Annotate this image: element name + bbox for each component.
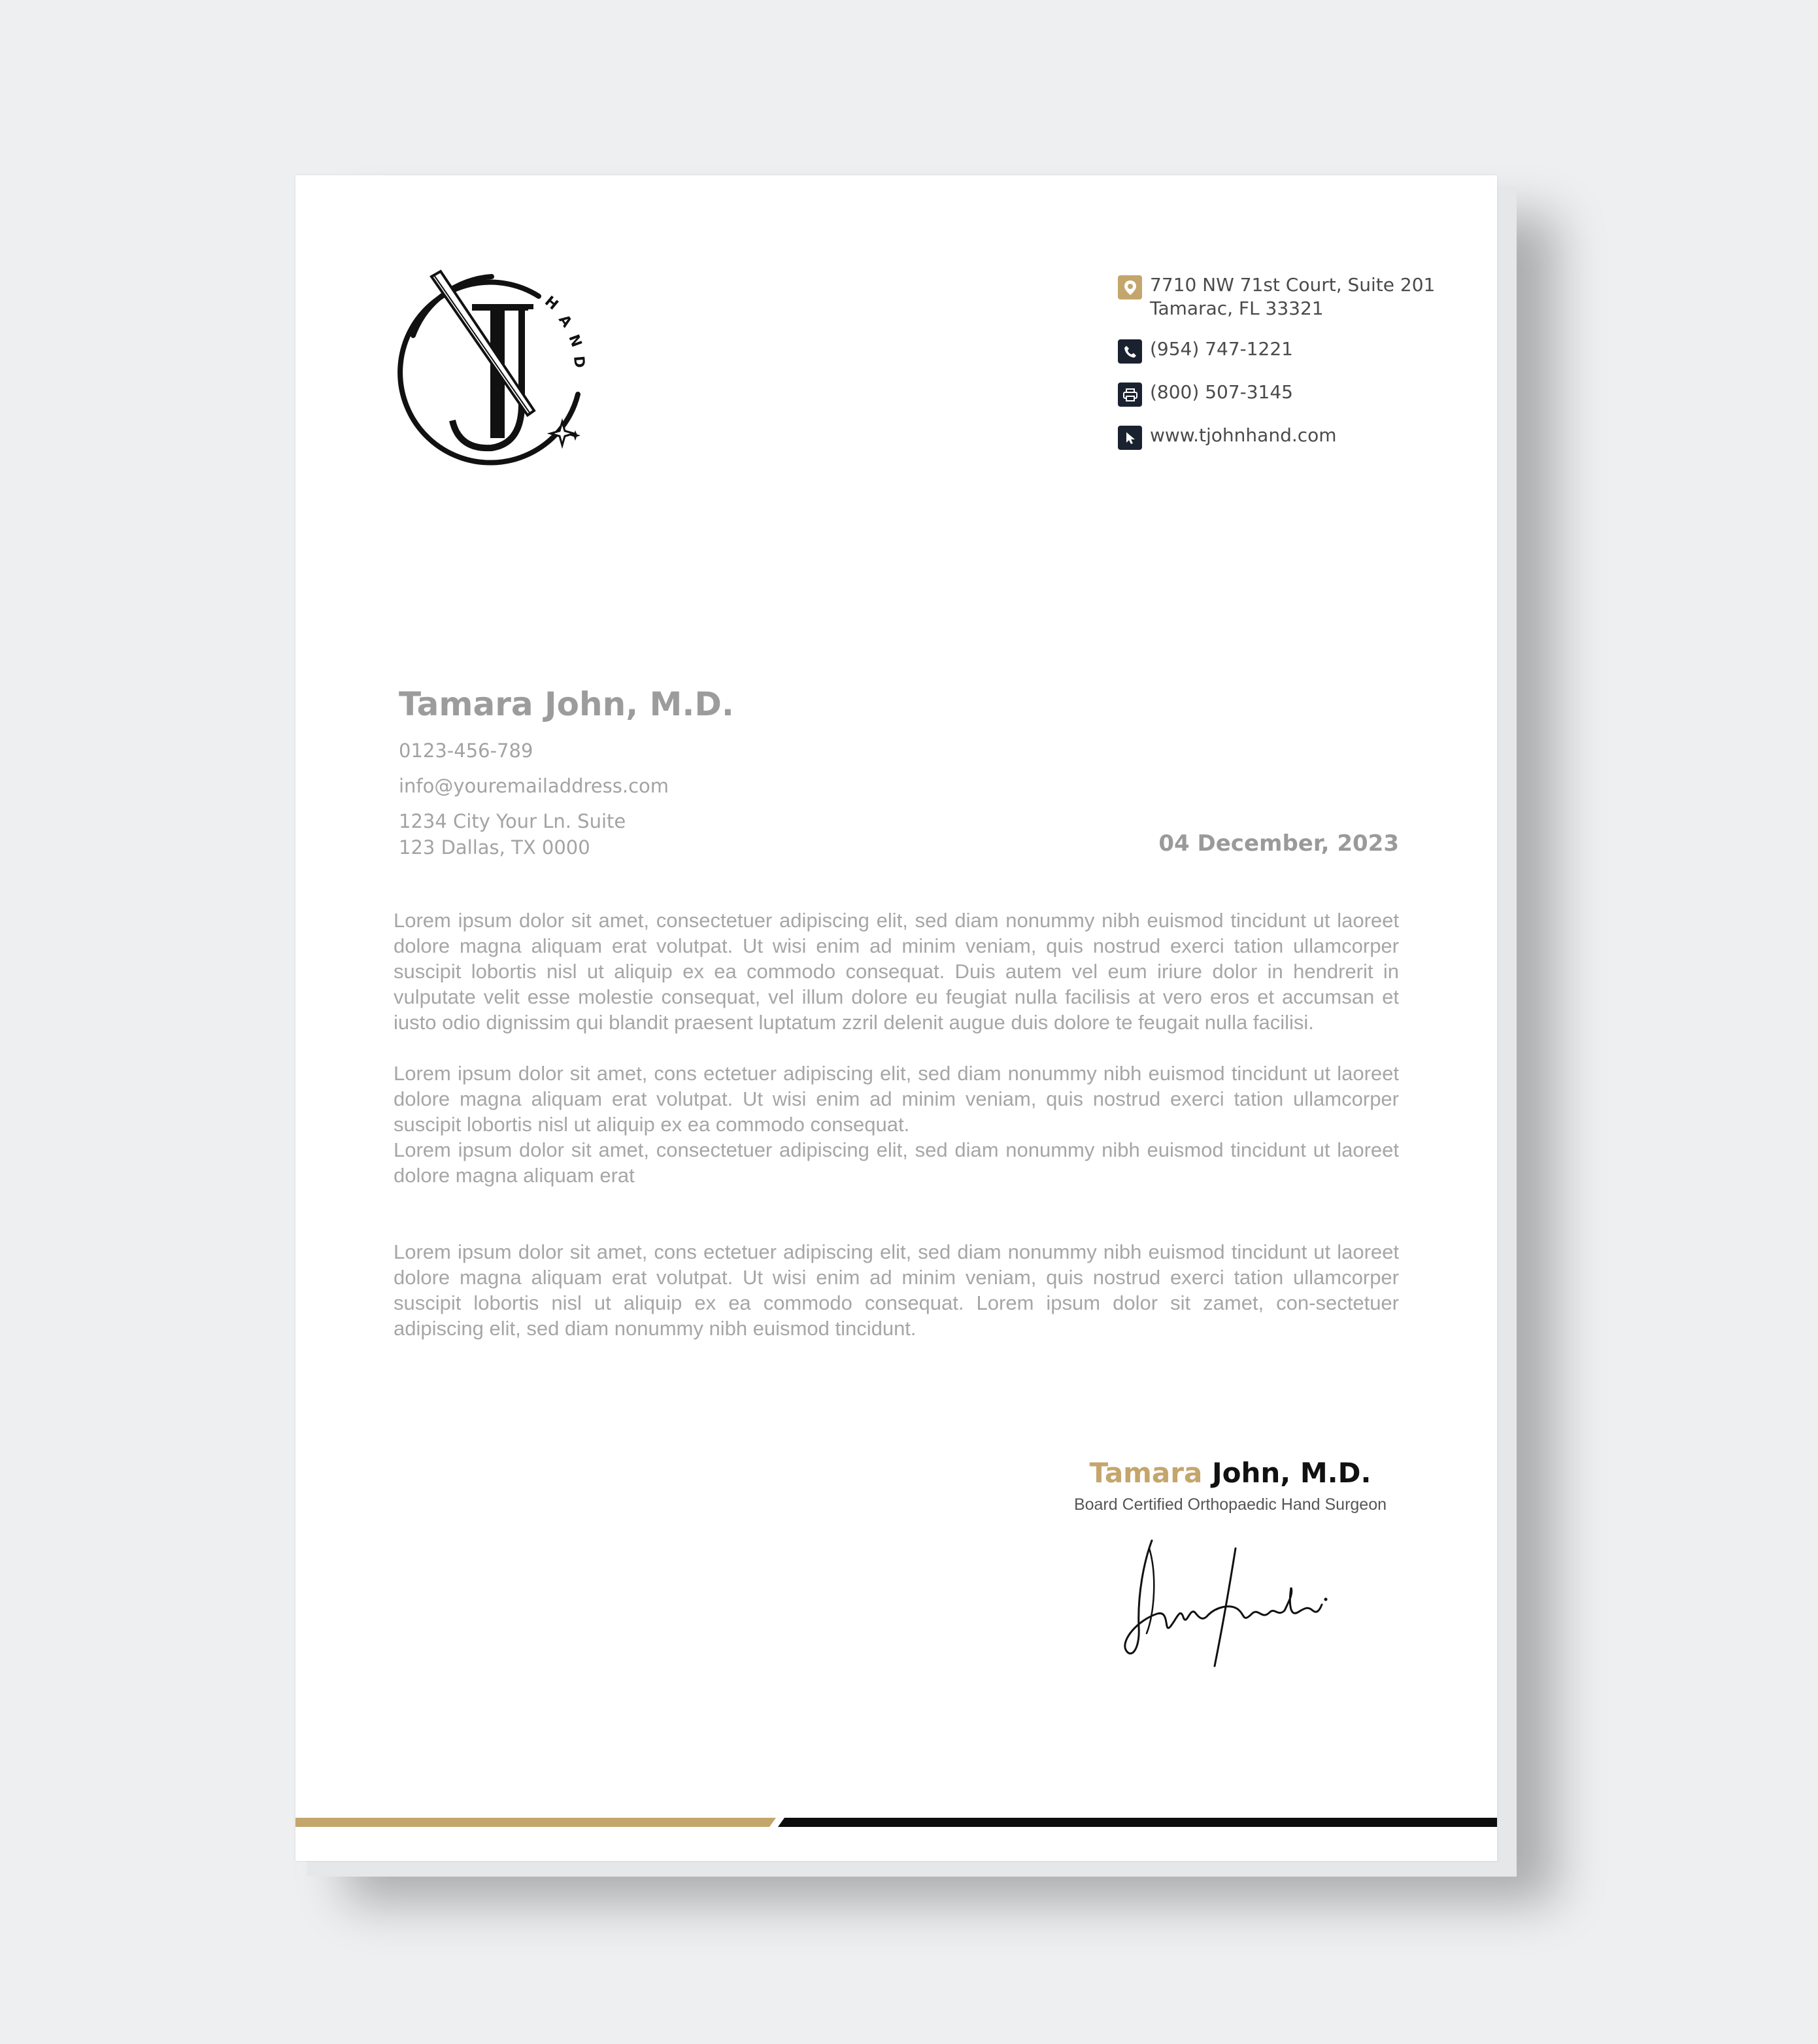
body-paragraph-2: Lorem ipsum dolor sit amet, cons ectetuer adipiscing elit, sed diam nonummy nibh euismod tincidunt ut laoreet dolore magna aliquam erat volutpat. Ut wisi enim ad minim veniam, quis nostrud exerci tation ullamcorper suscipit lobortis nisl ut aliquip ex ea commodo consequat.: [394, 1062, 1399, 1136]
fax-icon: [1118, 383, 1142, 407]
body-paragraph-1: Lorem ipsum dolor sit amet, consectetuer adipiscing elit, sed diam nonummy nibh euismod tincidunt ut laoreet dolore magna aliquam erat volutpat. Ut wisi enim ad minim veniam, quis nostrud exerci tation ullamcorper suscipit lobortis nisl ut aliquip ex ea commodo consequat. Duis autem vel eum iriure dolor in hendrerit in vulputate velit esse molestie consequat, vel illum dolore eu feugiat nulla facilisis at vero eros et accumsan et iusto odio dignissim qui blandit praesent luptatum zzril delenit augue duis dolore te feugait nulla facilisi.: [394, 909, 1399, 1034]
address-line2: Tamarac, FL 33321: [1150, 298, 1324, 319]
cursor-icon: [1118, 426, 1142, 450]
body-paragraph-3: Lorem ipsum dolor sit amet, consectetuer adipiscing elit, sed diam nonummy nibh euismod tincidunt ut laoreet dolore magna aliquam erat: [394, 1138, 1399, 1187]
footer-gold-bar: [295, 1818, 776, 1827]
contact-website: [1118, 424, 1471, 450]
sender-block: [399, 685, 734, 860]
fax-number[interactable]: (800) 507-3145: [1150, 381, 1293, 403]
body-paragraph-4: Lorem ipsum dolor sit amet, cons ectetuer adipiscing elit, sed diam nonummy nibh euismod tincidunt ut laoreet dolore magna aliquam erat volutpat. Ut wisi enim ad minim veniam, quis nostrud exerci tation ullamcorper suscipit lobortis nisl ut aliquip ex ea commodo consequat. Lorem ipsum dolor sit zamet, con-sectetuer adipiscing elit, sed diam nonummy nibh euismod tincidunt.: [394, 1240, 1399, 1340]
footer-black-bar: [778, 1818, 1497, 1827]
handwritten-signature-icon: [1118, 1535, 1340, 1679]
signoff-rest-name: John, M.D.: [1202, 1457, 1372, 1489]
letter-body: [394, 908, 1399, 1341]
footer-accent-bars: [295, 1816, 1497, 1830]
sender-phone: 0123-456-789: [399, 740, 533, 762]
signoff-title: Board Certified Orthopaedic Hand Surgeon: [1073, 1495, 1387, 1514]
contact-phone: [1118, 337, 1471, 364]
signoff-first-name: Tamara: [1089, 1457, 1203, 1489]
signoff-block: [1047, 1457, 1413, 1514]
sender-address-line2: 123 Dallas, TX 0000: [399, 836, 590, 859]
location-pin-icon: [1118, 275, 1142, 299]
letterhead-page: [295, 175, 1497, 1861]
contact-fax: [1118, 381, 1471, 407]
svg-text:D: D: [570, 355, 588, 369]
letter-date: 04 December, 2023: [1158, 830, 1399, 857]
sender-email: info@youremailaddress.com: [399, 775, 669, 797]
sender-name: Tamara John, M.D.: [399, 685, 734, 723]
phone-number[interactable]: (954) 747-1221: [1150, 338, 1293, 360]
phone-icon: [1118, 339, 1142, 364]
signoff-name: [1047, 1457, 1413, 1489]
contact-address: [1118, 273, 1471, 320]
sender-address-line1: 1234 City Your Ln. Suite: [399, 810, 626, 832]
svg-text:A: A: [555, 312, 575, 331]
svg-text:N: N: [565, 332, 585, 350]
tj-hand-logo-icon: [394, 264, 596, 466]
svg-text:H: H: [541, 293, 562, 314]
address-line1: 7710 NW 71st Court, Suite 201: [1150, 274, 1436, 296]
website-link[interactable]: www.tjohnhand.com: [1150, 424, 1337, 446]
contact-block: [1118, 273, 1471, 467]
